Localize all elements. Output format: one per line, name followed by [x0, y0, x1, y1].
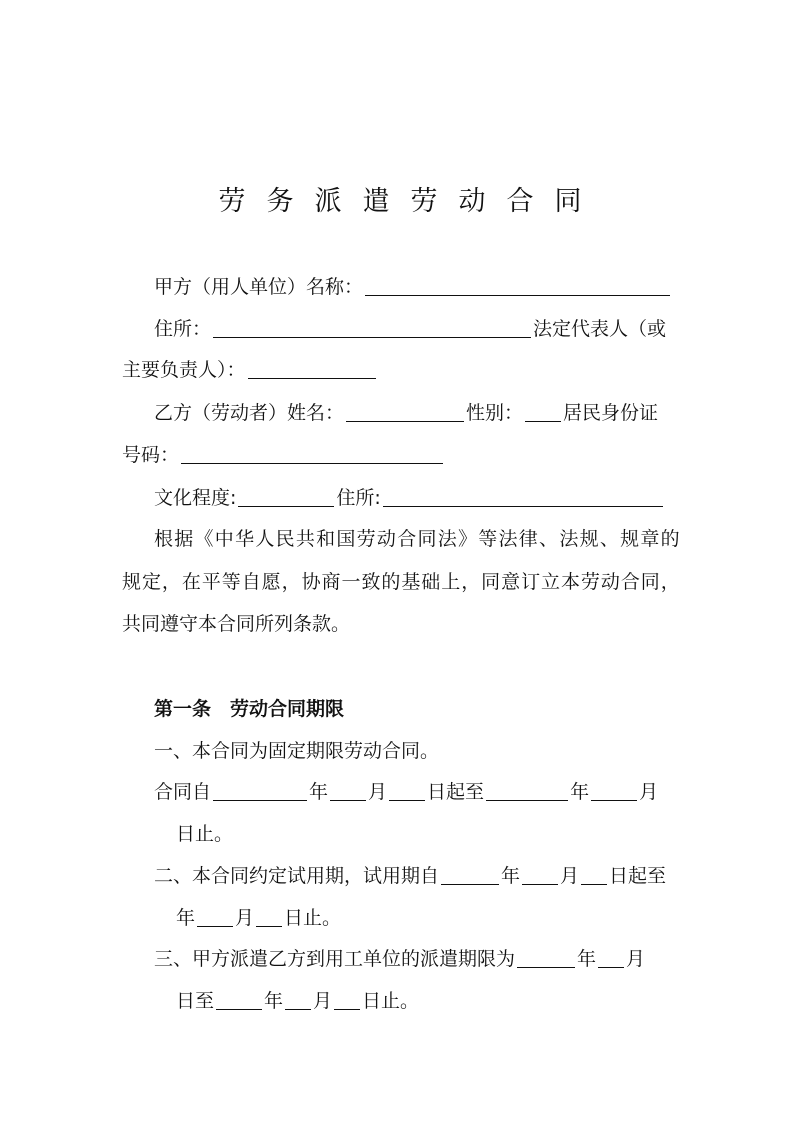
party-a-name-label: 甲方（用人单位）名称： — [154, 276, 364, 298]
gender-label: 性别： — [466, 402, 524, 424]
month-label: 月 — [368, 781, 388, 803]
id-label-cont: 号码： — [122, 444, 180, 466]
day-from-to-label: 日起至 — [609, 865, 667, 887]
party-b-name-line — [154, 396, 658, 430]
month-label: 月 — [560, 865, 580, 887]
probation-start-year-blank[interactable] — [441, 862, 499, 885]
id-label: 居民身份证 — [563, 402, 659, 424]
article-1-heading: 第一条 劳动合同期限 — [154, 698, 345, 720]
probation-start-day-blank[interactable] — [581, 862, 607, 885]
month-label: 月 — [313, 990, 333, 1012]
party-b-address-label: 住所: — [336, 487, 381, 509]
day-from-to-label: 日起至 — [427, 781, 485, 803]
legal-rep-label: 法定代表人（或 — [533, 318, 667, 340]
party-a-address-line — [154, 312, 666, 346]
legal-rep-line — [122, 353, 378, 387]
day-end-label: 日止。 — [284, 907, 342, 929]
preamble-line-1: 根 据 《 中 华 人 民 共 和 国 劳 动 合 同 法 》 等 法 律 、 法 规 、 规 章 的 — [154, 528, 680, 550]
party-a-name-line — [154, 270, 672, 304]
title-char: 同 — [554, 186, 582, 217]
year-label: 年 — [309, 781, 329, 803]
probation-end-month-blank[interactable] — [197, 904, 233, 927]
id-number-blank[interactable] — [181, 441, 443, 464]
year-label: 年 — [176, 907, 196, 929]
start-month-blank[interactable] — [330, 778, 366, 801]
education-line — [154, 481, 665, 515]
education-blank[interactable] — [238, 484, 334, 507]
title-char: 派 — [314, 186, 342, 217]
party-b-address-blank[interactable] — [383, 484, 663, 507]
party-b-name-label: 乙方（劳动者）姓名： — [154, 402, 345, 424]
end-year-blank[interactable] — [486, 778, 568, 801]
year-label: 年 — [501, 865, 521, 887]
title-char: 合 — [506, 186, 534, 217]
month-label: 月 — [626, 948, 646, 970]
dispatch-start-year-blank[interactable] — [517, 945, 575, 968]
article-1-item-1: 一、本合同为固定期限劳动合同。 — [154, 740, 440, 762]
legal-rep-label-cont: 主要负责人）： — [122, 359, 246, 381]
party-b-name-blank[interactable] — [346, 399, 464, 422]
title-char: 务 — [266, 186, 294, 217]
gender-blank[interactable] — [525, 399, 561, 422]
preamble-line-2: 规 定 ， 在 平 等 自 愿 ， 协 商 一 致 的 基 础 上 ， 同 意 订 立 本 劳 动 合 同 ， — [122, 571, 680, 593]
day-to-label: 日至 — [176, 990, 215, 1012]
dispatch-start-month-blank[interactable] — [598, 945, 624, 968]
preamble-line-3: 共同遵守本合同所列条款。 — [122, 613, 351, 635]
probation-line — [154, 859, 666, 893]
contract-term-end: 日止。 — [176, 823, 234, 845]
day-end-label: 日止。 — [362, 990, 420, 1012]
term-from-label: 合同自 — [154, 781, 212, 803]
contract-term-line — [154, 775, 658, 809]
probation-end-day-blank[interactable] — [256, 904, 282, 927]
id-number-line — [122, 438, 445, 472]
year-label: 年 — [570, 781, 590, 803]
legal-rep-blank[interactable] — [248, 356, 376, 379]
year-label: 年 — [577, 948, 597, 970]
dispatch-end-day-blank[interactable] — [334, 987, 360, 1010]
dispatch-term-label: 三、甲方派遣乙方到用工单位的派遣期限为 — [154, 948, 516, 970]
education-label: 文化程度: — [154, 487, 237, 509]
dispatch-end-line — [176, 984, 419, 1018]
dispatch-end-month-blank[interactable] — [285, 987, 311, 1010]
party-a-address-blank[interactable] — [213, 315, 531, 338]
probation-start-month-blank[interactable] — [522, 862, 558, 885]
party-a-address-label: 住所： — [154, 318, 212, 340]
start-year-blank[interactable] — [213, 778, 307, 801]
title-char: 劳 — [410, 186, 438, 217]
dispatch-term-line — [154, 942, 645, 976]
month-label: 月 — [235, 907, 255, 929]
party-a-name-blank[interactable] — [365, 273, 670, 296]
end-month-blank[interactable] — [591, 778, 637, 801]
probation-label: 二、本合同约定试用期，试用期自 — [154, 865, 440, 887]
title-char: 动 — [458, 186, 486, 217]
month-label: 月 — [639, 781, 659, 803]
title-char: 劳 — [218, 186, 246, 217]
dispatch-end-year-blank[interactable] — [216, 987, 262, 1010]
document-title — [0, 184, 800, 220]
title-char: 遣 — [362, 186, 390, 217]
year-label: 年 — [264, 990, 284, 1012]
start-day-blank[interactable] — [389, 778, 425, 801]
probation-end-line — [176, 901, 341, 935]
